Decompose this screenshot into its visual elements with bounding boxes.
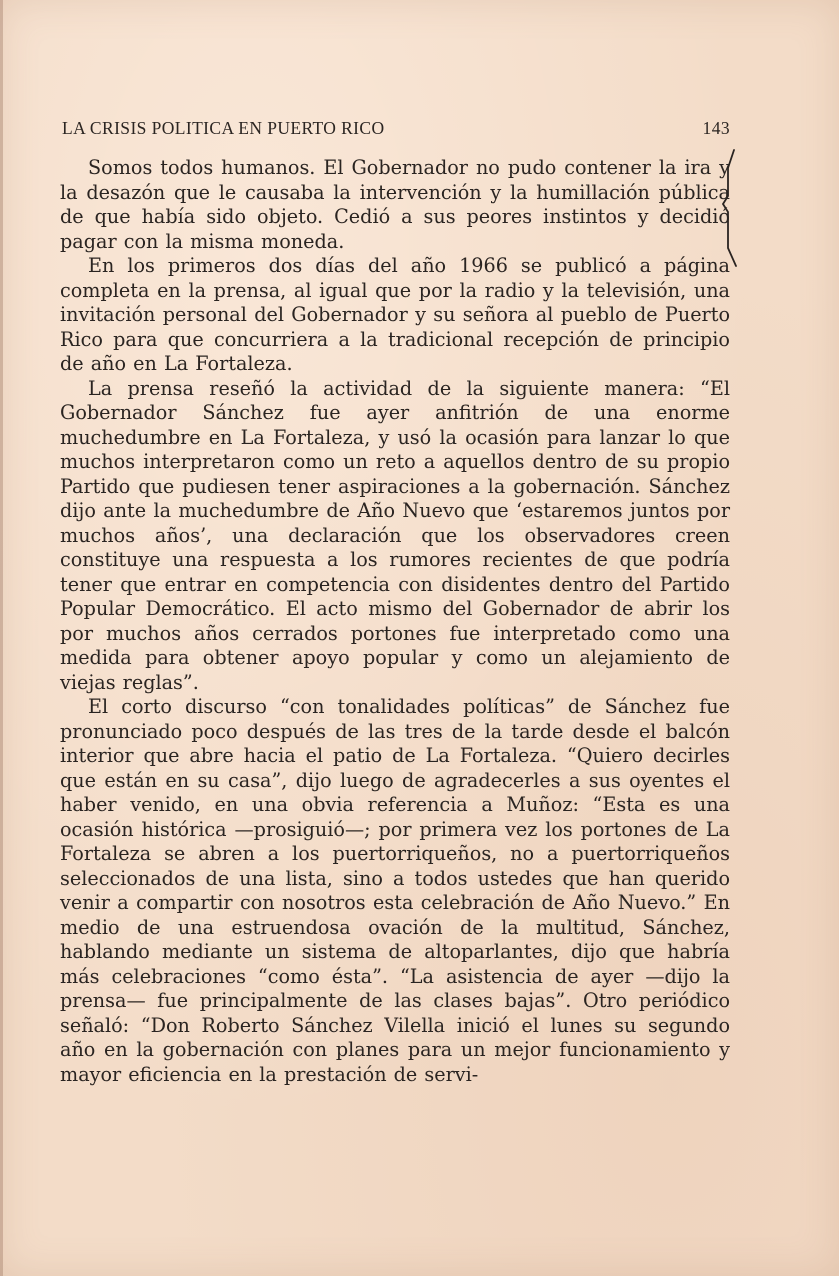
body-text	[60, 156, 730, 1087]
paragraph-3: La prensa reseñó la actividad de la siguiente manera: “El Gobernador Sánchez fue ayer anfitrión de una enorme muchedumbre en La Fortaleza, y usó la ocasión para lanzar lo que muchos interpretaron como un reto a aquellos dentro de su propio Partido que pudiesen tener aspiraciones a la gobernación. Sánchez dijo ante la muchedumbre de Año Nuevo que ‘estaremos juntos por muchos años’, una declaración que los observadores creen constituye una respuesta a los rumores recientes de que podría tener que entrar en competencia con disidentes dentro del Partido Popular Democrático. El acto mismo del Gobernador de abrir los por muchos años cerrados portones fue interpretado como una medida para obtener apoyo popular y como un alejamiento de viejas reglas”.	[60, 376, 730, 694]
paragraph-1: Somos todos humanos. El Gobernador no pudo contener la ira y la desazón que le causaba la intervención y la humillación pública de que había sido objeto. Cedió a sus peores instintos y decidió pagar con la misma moneda.	[60, 156, 730, 253]
page-number: 143	[702, 118, 730, 138]
paragraph-2: En los primeros dos días del año 1966 se publicó a página completa en la prensa, al igual que por la radio y la televisión, una invitación personal del Gobernador y su señora al pueblo de Puerto Rico para que concurriera a la tradicional recepción de principio de año en La Fortaleza.	[60, 254, 730, 375]
paragraph-4: El corto discurso “con tonalidades políticas” de Sánchez fue pronunciado poco después de las tres de la tarde desde el balcón interior que abre hacia el patio de La Fortaleza. “Quiero decirles que están en su casa”, dijo luego de agradecerles a sus oyentes el haber venido, en una obvia referencia a Muñoz: “Esta es una ocasión histórica —prosiguió—; por primera vez los portones de La Fortaleza se abren a los puertorriqueños, no a puertorriqueños seleccionados de una lista, sino a todos ustedes que han querido venir a compartir con nosotros esta celebración de Año Nuevo.” En medio de una estruendosa ovación de la multitud, Sánchez, hablando mediante un sistema de altoparlantes, dijo que habría más celebraciones “como ésta”. “La asistencia de ayer —dijo la prensa— fue principalmente de las clases bajas”. Otro periódico señaló: “Don Roberto Sánchez Vilella inició el lunes su segundo año en la gobernación con planes para un mejor funcionamiento y mayor eficiencia en la prestación de servi-	[60, 695, 730, 1086]
running-header-title: LA CRISIS POLITICA EN PUERTO RICO	[62, 118, 385, 138]
page-edge	[0, 0, 3, 1276]
